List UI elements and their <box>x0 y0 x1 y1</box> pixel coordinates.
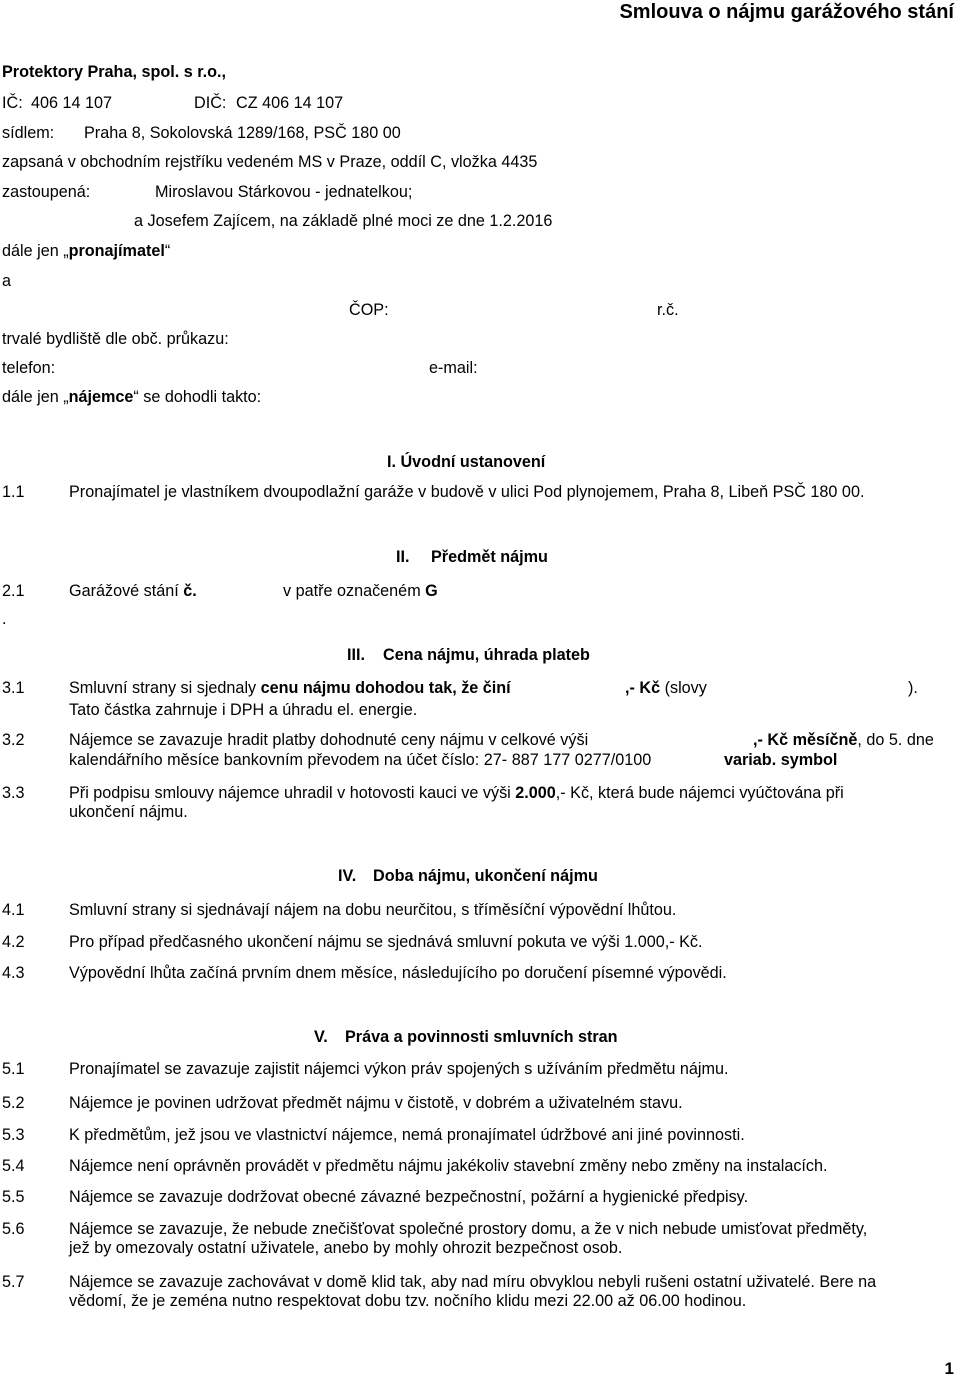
item-number: 5.4 <box>2 1157 25 1175</box>
item-text-5-3: K předmětům, jež jsou ve vlastnictví nájemce, nemá pronajímatel údržbové ani jiné povinnosti. <box>69 1126 745 1144</box>
price-currency: ,- Kč <box>625 679 661 697</box>
section-3-number: III. <box>347 646 365 664</box>
tenant-role: nájemce <box>68 388 134 406</box>
item-text-2-1b <box>283 582 438 601</box>
landlord-role: pronajímatel <box>68 242 165 260</box>
stray-dot: . <box>2 610 7 628</box>
item-number: 4.2 <box>2 933 25 951</box>
item-number: 3.1 <box>2 679 25 697</box>
garage-number-label: č. <box>183 582 197 600</box>
tenant-email-label: e-mail: <box>429 359 478 377</box>
landlord-rep-label: zastoupená: <box>2 183 91 201</box>
tenant-cop-label: ČOP: <box>349 301 389 319</box>
hence-suffix: “ se dohodli takto: <box>133 388 262 406</box>
section-5-title: Práva a povinnosti smluvních stran <box>345 1028 618 1046</box>
document-title: Smlouva o nájmu garážového stání <box>619 1 954 23</box>
landlord-dic-label: DIČ: <box>194 94 227 112</box>
section-5-number: V. <box>314 1028 328 1046</box>
tenant-rc-label: r.č. <box>657 301 679 319</box>
landlord-rep2: a Josefem Zajícem, na základě plné moci ze dne 1.2.2016 <box>134 212 553 230</box>
item-number: 5.6 <box>2 1220 25 1238</box>
item-text-3-1b <box>625 679 707 698</box>
hence-suffix: “ <box>164 242 171 260</box>
item-text-5-6-line-2: jež by omezovaly ostatní uživatele, anebo by mohly ohrozit bezpečnost osob. <box>69 1239 623 1258</box>
item-text-5-4: Nájemce není oprávněn provádět v předmětu nájmu jakékoliv stavební změny nebo změny na instalacích. <box>69 1157 828 1175</box>
item-text-4-3: Výpovědní lhůta začíná prvním dnem měsíce, následujícího po doručení písemné výpovědi. <box>69 964 727 982</box>
deposit-line-1 <box>69 784 956 803</box>
item-text-5-5: Nájemce se zavazuje dodržovat obecné závazné bezpečnostní, požární a hygienické předpisy. <box>69 1188 749 1206</box>
monthly-currency: ,- Kč <box>753 731 789 749</box>
and-word: a <box>2 272 12 290</box>
item-text-3-2b <box>753 731 934 750</box>
section-4-title: Doba nájmu, ukončení nájmu <box>373 867 598 885</box>
deposit-amount: 2.000 <box>515 784 556 802</box>
landlord-hence <box>2 242 170 261</box>
price-words-close: ). <box>908 679 918 697</box>
item-text-2-1a <box>69 582 197 601</box>
price-clause: cenu nájmu dohodou tak, že činí <box>260 679 511 697</box>
item-text-3-2a: Nájemce se zavazuje hradit platby dohodnuté ceny nájmu v celkové výši <box>69 731 589 749</box>
item-text-5-6-line-1: Nájemce se zavazuje, že nebude znečišťovat společné prostory domu, a že v nich nebude umisťovat předměty, <box>69 1220 868 1238</box>
section-1-title: I. Úvodní ustanovení <box>387 453 546 471</box>
item-number: 3.2 <box>2 731 25 749</box>
section-2-number: II. <box>396 548 410 566</box>
landlord-ico: 406 14 107 <box>31 94 113 112</box>
section-2-title: Předmět nájmu <box>431 548 548 566</box>
item-text-4-1: Smluvní strany si sjednávají nájem na dobu neurčitou, s tříměsíční výpovědní lhůtou. <box>69 901 677 919</box>
item-number: 5.2 <box>2 1094 25 1112</box>
deposit-rest: ,- Kč, která bude nájemci vyúčtována při <box>555 784 844 802</box>
tenant-hence <box>2 388 261 407</box>
item-text-3-3 <box>69 784 956 823</box>
monthly-word: měsíčně <box>788 731 858 749</box>
item-number: 4.3 <box>2 964 25 982</box>
item-text-5-7 <box>69 1273 956 1312</box>
item-number: 5.5 <box>2 1188 25 1206</box>
floor-label: v patře označeném <box>283 582 426 600</box>
tenant-residence-label: trvalé bydliště dle obč. průkazu: <box>2 330 229 348</box>
item-text-1-1: Pronajímatel je vlastníkem dvoupodlažní garáže v budově v ulici Pod plynojemem, Praha 8, Libeň PSČ 180 00. <box>69 483 865 501</box>
deposit-line-2: ukončení nájmu. <box>69 803 188 822</box>
item-text-5-1: Pronajímatel se zavazuje zajistit nájemci výkon práv spojených s užíváním předmětu nájmu. <box>69 1060 729 1078</box>
landlord-rep1: Miroslavou Stárkovou - jednatelkou; <box>155 183 413 201</box>
item-text-5-7-line-1: Nájemce se zavazuje zachovávat v domě klid tak, aby nad míru obvyklou nebyli rušeni ostatní uživatelé. Bere na <box>69 1273 877 1291</box>
item-number: 5.3 <box>2 1126 25 1144</box>
item-text-3-1a <box>69 679 511 698</box>
variable-symbol-label: variab. symbol <box>724 751 838 769</box>
landlord-seat: Praha 8, Sokolovská 1289/168, PSČ 180 00 <box>84 124 401 142</box>
item-text-5-6 <box>69 1220 956 1259</box>
item-number: 1.1 <box>2 483 25 501</box>
floor-value: G <box>425 582 438 600</box>
landlord-name: Protektory Praha, spol. s r.o., <box>2 63 227 81</box>
item-text-5-7-line-2: vědomí, že je zeména nutno respektovat dobu tzv. nočního klidu mezi 22.00 až 06.00 hodinou. <box>69 1292 747 1311</box>
landlord-ico-label: IČ: <box>2 94 23 112</box>
item-text-5-2: Nájemce je povinen udržovat předmět nájmu v čistotě, v dobrém a uživatelném stavu. <box>69 1094 683 1112</box>
section-3-title: Cena nájmu, úhrada plateb <box>383 646 590 664</box>
item-number: 4.1 <box>2 901 25 919</box>
tenant-phone-label: telefon: <box>2 359 56 377</box>
item-text-4-2: Pro případ předčasného ukončení nájmu se sjednává smluvní pokuta ve výši 1.000,- Kč. <box>69 933 703 951</box>
item-number: 5.1 <box>2 1060 25 1078</box>
landlord-seat-label: sídlem: <box>2 124 55 142</box>
item-number: 2.1 <box>2 582 25 600</box>
hence-prefix: dále jen „ <box>2 388 69 406</box>
item-text-3-2c: kalendářního měsíce bankovním převodem na účet číslo: 27- 887 177 0277/0100 <box>69 751 652 769</box>
hence-prefix: dále jen „ <box>2 242 69 260</box>
section-4-number: IV. <box>338 867 357 885</box>
item-text-3-1c: Tato částka zahrnuje i DPH a úhradu el. energie. <box>69 701 418 719</box>
item-number: 3.3 <box>2 784 25 802</box>
price-intro: Smluvní strany si sjednaly <box>69 679 261 697</box>
item-number: 5.7 <box>2 1273 25 1291</box>
price-words-label: (slovy <box>660 679 707 697</box>
garage-label: Garážové stání <box>69 582 184 600</box>
landlord-registry: zapsaná v obchodním rejstříku vedeném MS v Praze, oddíl C, vložka 4435 <box>2 153 538 171</box>
landlord-dic: CZ 406 14 107 <box>236 94 344 112</box>
deposit-intro: Při podpisu smlouvy nájemce uhradil v hotovosti kauci ve výši <box>69 784 516 802</box>
page-number: 1 <box>944 1359 954 1378</box>
monthly-due: , do 5. dne <box>857 731 934 749</box>
